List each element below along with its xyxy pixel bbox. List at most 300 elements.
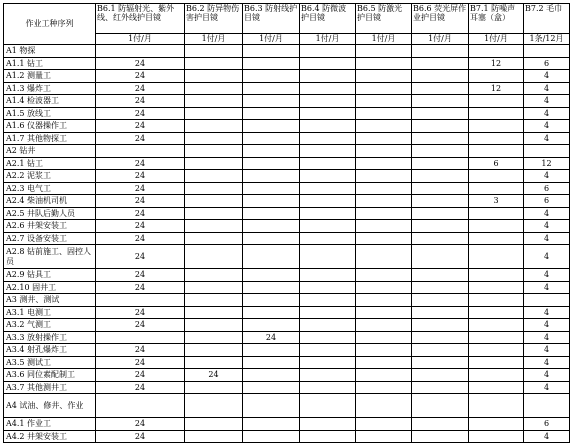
quantity-cell xyxy=(185,157,243,170)
job-type-cell: A2.6 井架安装工 xyxy=(4,220,96,233)
quantity-cell xyxy=(356,182,412,195)
job-type-cell: A3.4 射孔爆炸工 xyxy=(4,344,96,357)
quantity-cell: 24 xyxy=(96,182,185,195)
job-type-cell: A3.2 气测工 xyxy=(4,319,96,332)
quantity-cell xyxy=(469,95,524,108)
quantity-cell xyxy=(185,319,243,332)
quantity-cell xyxy=(412,57,469,70)
column-header: B6.1 防辐射光、紫外线、红外线护目镜 xyxy=(96,4,185,34)
quantity-cell: 12 xyxy=(524,157,570,170)
column-unit: 1条/12月 xyxy=(524,34,570,45)
quantity-cell: 24 xyxy=(185,369,243,382)
quantity-cell xyxy=(356,331,412,344)
quantity-cell xyxy=(469,245,524,269)
protective-equipment-table xyxy=(3,3,570,443)
quantity-cell: 4 xyxy=(524,381,570,394)
table-row xyxy=(4,95,570,108)
quantity-cell xyxy=(412,430,469,443)
table-row xyxy=(4,245,570,269)
quantity-cell xyxy=(243,157,300,170)
quantity-cell xyxy=(243,306,300,319)
quantity-cell xyxy=(243,182,300,195)
quantity-cell xyxy=(300,369,356,382)
quantity-cell xyxy=(356,306,412,319)
quantity-cell xyxy=(469,356,524,369)
quantity-cell xyxy=(356,45,412,58)
quantity-cell: 4 xyxy=(524,132,570,145)
quantity-cell xyxy=(356,70,412,83)
quantity-cell xyxy=(412,145,469,158)
quantity-cell xyxy=(412,319,469,332)
quantity-cell xyxy=(300,120,356,133)
quantity-cell xyxy=(300,394,356,418)
quantity-cell xyxy=(412,70,469,83)
quantity-cell xyxy=(356,82,412,95)
quantity-cell xyxy=(243,418,300,431)
quantity-cell xyxy=(412,207,469,220)
job-type-cell: A2.2 泥浆工 xyxy=(4,170,96,183)
quantity-cell xyxy=(412,418,469,431)
quantity-cell xyxy=(300,381,356,394)
quantity-cell xyxy=(185,418,243,431)
quantity-cell xyxy=(185,195,243,208)
quantity-cell xyxy=(243,45,300,58)
quantity-cell: 4 xyxy=(524,269,570,282)
quantity-cell xyxy=(412,306,469,319)
quantity-cell: 4 xyxy=(524,220,570,233)
table-row xyxy=(4,281,570,294)
quantity-cell xyxy=(300,157,356,170)
quantity-cell: 4 xyxy=(524,245,570,269)
quantity-cell xyxy=(243,170,300,183)
job-type-cell: A3.6 同位素配制工 xyxy=(4,369,96,382)
column-unit: 1付/月 xyxy=(185,34,243,45)
column-unit: 1付/月 xyxy=(300,34,356,45)
quantity-cell xyxy=(185,269,243,282)
quantity-cell: 24 xyxy=(96,356,185,369)
quantity-cell xyxy=(185,294,243,307)
quantity-cell xyxy=(356,170,412,183)
quantity-cell xyxy=(469,170,524,183)
job-type-cell: A4.2 井架安装工 xyxy=(4,430,96,443)
quantity-cell xyxy=(300,70,356,83)
quantity-cell xyxy=(243,207,300,220)
quantity-cell xyxy=(412,157,469,170)
table-row xyxy=(4,207,570,220)
quantity-cell xyxy=(300,107,356,120)
quantity-cell: 24 xyxy=(96,430,185,443)
quantity-cell xyxy=(412,195,469,208)
quantity-cell: 4 xyxy=(524,95,570,108)
quantity-cell xyxy=(412,394,469,418)
quantity-cell: 4 xyxy=(524,306,570,319)
quantity-cell xyxy=(300,57,356,70)
quantity-cell xyxy=(300,281,356,294)
table-row xyxy=(4,418,570,431)
quantity-cell xyxy=(96,45,185,58)
quantity-cell xyxy=(469,232,524,245)
quantity-cell xyxy=(243,269,300,282)
quantity-cell xyxy=(469,430,524,443)
quantity-cell: 24 xyxy=(96,269,185,282)
quantity-cell: 6 xyxy=(524,195,570,208)
quantity-cell xyxy=(185,344,243,357)
job-type-cell: A1.2 测量工 xyxy=(4,70,96,83)
quantity-cell xyxy=(412,281,469,294)
quantity-cell: 6 xyxy=(524,182,570,195)
quantity-cell xyxy=(412,331,469,344)
quantity-cell: 4 xyxy=(524,430,570,443)
quantity-cell xyxy=(412,45,469,58)
quantity-cell xyxy=(469,145,524,158)
quantity-cell xyxy=(356,245,412,269)
quantity-cell xyxy=(185,394,243,418)
quantity-cell: 24 xyxy=(96,70,185,83)
quantity-cell: 24 xyxy=(96,344,185,357)
table-row xyxy=(4,356,570,369)
quantity-cell: 24 xyxy=(96,82,185,95)
quantity-cell xyxy=(469,331,524,344)
quantity-cell xyxy=(185,220,243,233)
quantity-cell: 4 xyxy=(524,369,570,382)
quantity-cell: 4 xyxy=(524,82,570,95)
quantity-cell xyxy=(243,82,300,95)
quantity-cell xyxy=(185,430,243,443)
quantity-cell xyxy=(356,145,412,158)
quantity-cell: 24 xyxy=(96,57,185,70)
quantity-cell xyxy=(356,369,412,382)
quantity-cell xyxy=(356,294,412,307)
quantity-cell: 24 xyxy=(96,319,185,332)
quantity-cell xyxy=(356,418,412,431)
quantity-cell xyxy=(469,107,524,120)
table-row xyxy=(4,182,570,195)
quantity-cell xyxy=(412,294,469,307)
quantity-cell xyxy=(469,70,524,83)
table-row xyxy=(4,232,570,245)
quantity-cell xyxy=(469,207,524,220)
quantity-cell xyxy=(96,294,185,307)
quantity-cell xyxy=(412,232,469,245)
quantity-cell: 24 xyxy=(96,207,185,220)
quantity-cell: 24 xyxy=(96,107,185,120)
quantity-cell: 24 xyxy=(96,95,185,108)
quantity-cell xyxy=(185,95,243,108)
quantity-cell xyxy=(469,120,524,133)
quantity-cell: 4 xyxy=(524,207,570,220)
quantity-cell: 12 xyxy=(469,57,524,70)
quantity-cell xyxy=(412,120,469,133)
quantity-cell xyxy=(356,430,412,443)
quantity-cell xyxy=(300,45,356,58)
quantity-cell xyxy=(469,182,524,195)
quantity-cell xyxy=(185,170,243,183)
table-row xyxy=(4,394,570,418)
quantity-cell xyxy=(356,356,412,369)
quantity-cell xyxy=(185,182,243,195)
quantity-cell xyxy=(412,245,469,269)
column-unit: 1付/月 xyxy=(356,34,412,45)
job-type-cell: A1.7 其他物探工 xyxy=(4,132,96,145)
quantity-cell xyxy=(185,356,243,369)
quantity-cell xyxy=(185,120,243,133)
table-row xyxy=(4,70,570,83)
table-row xyxy=(4,294,570,307)
quantity-cell xyxy=(300,170,356,183)
quantity-cell: 4 xyxy=(524,281,570,294)
quantity-cell xyxy=(185,306,243,319)
quantity-cell xyxy=(469,132,524,145)
job-type-cell: A4.1 作业工 xyxy=(4,418,96,431)
quantity-cell xyxy=(243,430,300,443)
quantity-cell xyxy=(243,95,300,108)
job-type-cell: A1.3 爆炸工 xyxy=(4,82,96,95)
quantity-cell xyxy=(300,95,356,108)
quantity-cell xyxy=(469,281,524,294)
quantity-cell xyxy=(412,95,469,108)
column-header: B6.2 防异物伤害护目镜 xyxy=(185,4,243,34)
quantity-cell xyxy=(185,107,243,120)
quantity-cell xyxy=(243,70,300,83)
table-row xyxy=(4,107,570,120)
quantity-cell xyxy=(412,369,469,382)
quantity-cell xyxy=(243,232,300,245)
quantity-cell xyxy=(356,57,412,70)
quantity-cell xyxy=(469,394,524,418)
table-row xyxy=(4,319,570,332)
job-type-cell: A3.1 电测工 xyxy=(4,306,96,319)
job-type-cell: A1.4 检波器工 xyxy=(4,95,96,108)
quantity-cell: 24 xyxy=(96,220,185,233)
quantity-cell xyxy=(300,294,356,307)
job-type-cell: A3 测井、测试 xyxy=(4,294,96,307)
quantity-cell xyxy=(185,70,243,83)
job-type-cell: A2.3 电气工 xyxy=(4,182,96,195)
quantity-cell xyxy=(356,281,412,294)
table-row xyxy=(4,82,570,95)
quantity-cell xyxy=(300,430,356,443)
job-type-cell: A1.5 放线工 xyxy=(4,107,96,120)
quantity-cell xyxy=(469,294,524,307)
column-header: B7.1 防噪声耳塞（盒） xyxy=(469,4,524,34)
quantity-cell: 24 xyxy=(96,195,185,208)
quantity-cell xyxy=(185,245,243,269)
column-header: B6.4 防微波护目镜 xyxy=(300,4,356,34)
quantity-cell xyxy=(243,132,300,145)
quantity-cell: 4 xyxy=(524,356,570,369)
quantity-cell xyxy=(469,344,524,357)
column-unit: 1付/月 xyxy=(469,34,524,45)
table-row xyxy=(4,369,570,382)
job-type-cell: A3.7 其他测井工 xyxy=(4,381,96,394)
quantity-cell xyxy=(300,232,356,245)
table-row xyxy=(4,331,570,344)
quantity-cell: 4 xyxy=(524,70,570,83)
quantity-cell xyxy=(356,120,412,133)
quantity-cell xyxy=(412,381,469,394)
quantity-cell: 24 xyxy=(96,245,185,269)
quantity-cell xyxy=(300,82,356,95)
quantity-cell xyxy=(185,232,243,245)
quantity-cell xyxy=(243,57,300,70)
quantity-cell xyxy=(185,145,243,158)
quantity-cell xyxy=(356,107,412,120)
quantity-cell xyxy=(356,269,412,282)
quantity-cell xyxy=(185,207,243,220)
quantity-cell xyxy=(243,245,300,269)
quantity-cell xyxy=(300,195,356,208)
quantity-cell xyxy=(469,45,524,58)
table-row xyxy=(4,220,570,233)
job-type-cell: A2.9 钻具工 xyxy=(4,269,96,282)
quantity-cell xyxy=(524,294,570,307)
quantity-cell xyxy=(356,207,412,220)
quantity-cell xyxy=(243,319,300,332)
quantity-cell xyxy=(412,344,469,357)
quantity-cell xyxy=(243,195,300,208)
quantity-cell xyxy=(96,145,185,158)
column-header: B6.6 荧光屏作业护目镜 xyxy=(412,4,469,34)
quantity-cell xyxy=(243,394,300,418)
quantity-cell xyxy=(356,319,412,332)
quantity-cell xyxy=(300,306,356,319)
quantity-cell xyxy=(185,281,243,294)
quantity-cell: 24 xyxy=(96,418,185,431)
quantity-cell: 24 xyxy=(96,157,185,170)
quantity-cell xyxy=(300,220,356,233)
quantity-cell: 6 xyxy=(469,157,524,170)
quantity-cell xyxy=(300,182,356,195)
quantity-cell xyxy=(300,132,356,145)
quantity-cell xyxy=(300,145,356,158)
quantity-cell xyxy=(356,232,412,245)
quantity-cell xyxy=(185,331,243,344)
quantity-cell xyxy=(412,107,469,120)
quantity-cell xyxy=(524,45,570,58)
table-row xyxy=(4,344,570,357)
quantity-cell: 6 xyxy=(524,57,570,70)
quantity-cell xyxy=(243,281,300,294)
table-row xyxy=(4,132,570,145)
quantity-cell xyxy=(356,195,412,208)
quantity-cell xyxy=(356,95,412,108)
column-header: B7.2 毛巾 xyxy=(524,4,570,34)
quantity-cell xyxy=(356,220,412,233)
quantity-cell xyxy=(412,170,469,183)
quantity-cell xyxy=(300,319,356,332)
quantity-cell xyxy=(356,394,412,418)
quantity-cell xyxy=(243,220,300,233)
quantity-cell xyxy=(243,344,300,357)
quantity-cell xyxy=(524,145,570,158)
quantity-cell xyxy=(469,418,524,431)
quantity-cell: 4 xyxy=(524,232,570,245)
job-type-cell: A2.1 钻工 xyxy=(4,157,96,170)
quantity-cell: 3 xyxy=(469,195,524,208)
table-row xyxy=(4,157,570,170)
quantity-cell xyxy=(243,120,300,133)
quantity-cell: 4 xyxy=(524,319,570,332)
job-type-cell: A2.8 钻前施工、固控人员 xyxy=(4,245,96,269)
quantity-cell: 12 xyxy=(469,82,524,95)
quantity-cell xyxy=(185,381,243,394)
quantity-cell xyxy=(185,57,243,70)
column-header: B6.5 防激光护目镜 xyxy=(356,4,412,34)
quantity-cell xyxy=(243,294,300,307)
quantity-cell xyxy=(469,269,524,282)
quantity-cell: 24 xyxy=(96,306,185,319)
quantity-cell xyxy=(300,331,356,344)
quantity-cell xyxy=(96,331,185,344)
table-row xyxy=(4,306,570,319)
quantity-cell xyxy=(300,245,356,269)
job-type-cell: A4 试油、修井、作业 xyxy=(4,394,96,418)
quantity-cell xyxy=(243,145,300,158)
table-row xyxy=(4,381,570,394)
quantity-cell xyxy=(243,107,300,120)
job-type-cell: A1.1 钻工 xyxy=(4,57,96,70)
quantity-cell xyxy=(300,418,356,431)
table-row xyxy=(4,195,570,208)
quantity-cell: 24 xyxy=(96,132,185,145)
quantity-cell: 4 xyxy=(524,170,570,183)
quantity-cell xyxy=(412,356,469,369)
quantity-cell xyxy=(185,82,243,95)
quantity-cell xyxy=(412,220,469,233)
quantity-cell: 4 xyxy=(524,344,570,357)
table-row xyxy=(4,120,570,133)
job-type-cell: A2.10 固井工 xyxy=(4,281,96,294)
quantity-cell: 24 xyxy=(243,331,300,344)
quantity-cell xyxy=(412,82,469,95)
quantity-cell xyxy=(300,207,356,220)
quantity-cell xyxy=(300,269,356,282)
quantity-cell xyxy=(412,132,469,145)
job-type-cell: A3.5 测试工 xyxy=(4,356,96,369)
quantity-cell xyxy=(300,356,356,369)
job-type-cell: A1 物探 xyxy=(4,45,96,58)
quantity-cell xyxy=(412,269,469,282)
table-row xyxy=(4,45,570,58)
table-row xyxy=(4,170,570,183)
quantity-cell: 24 xyxy=(96,120,185,133)
table-row xyxy=(4,430,570,443)
job-type-cell: A3.3 放射操作工 xyxy=(4,331,96,344)
job-type-cell: A2.7 设备安装工 xyxy=(4,232,96,245)
quantity-cell: 6 xyxy=(524,418,570,431)
quantity-cell xyxy=(469,319,524,332)
quantity-cell: 4 xyxy=(524,107,570,120)
quantity-cell: 24 xyxy=(96,281,185,294)
quantity-cell xyxy=(412,182,469,195)
column-unit: 1付/月 xyxy=(412,34,469,45)
column-unit: 1付/月 xyxy=(243,34,300,45)
quantity-cell xyxy=(356,132,412,145)
column-header: B6.3 防射线护目镜 xyxy=(243,4,300,34)
quantity-cell xyxy=(243,369,300,382)
quantity-cell xyxy=(356,381,412,394)
quantity-cell: 24 xyxy=(96,170,185,183)
quantity-cell xyxy=(469,220,524,233)
quantity-cell: 24 xyxy=(96,232,185,245)
quantity-cell xyxy=(96,394,185,418)
table-row xyxy=(4,57,570,70)
job-type-cell: A2.5 井队后勤人员 xyxy=(4,207,96,220)
table-row xyxy=(4,269,570,282)
quantity-cell xyxy=(300,344,356,357)
quantity-cell xyxy=(469,381,524,394)
table-row xyxy=(4,145,570,158)
